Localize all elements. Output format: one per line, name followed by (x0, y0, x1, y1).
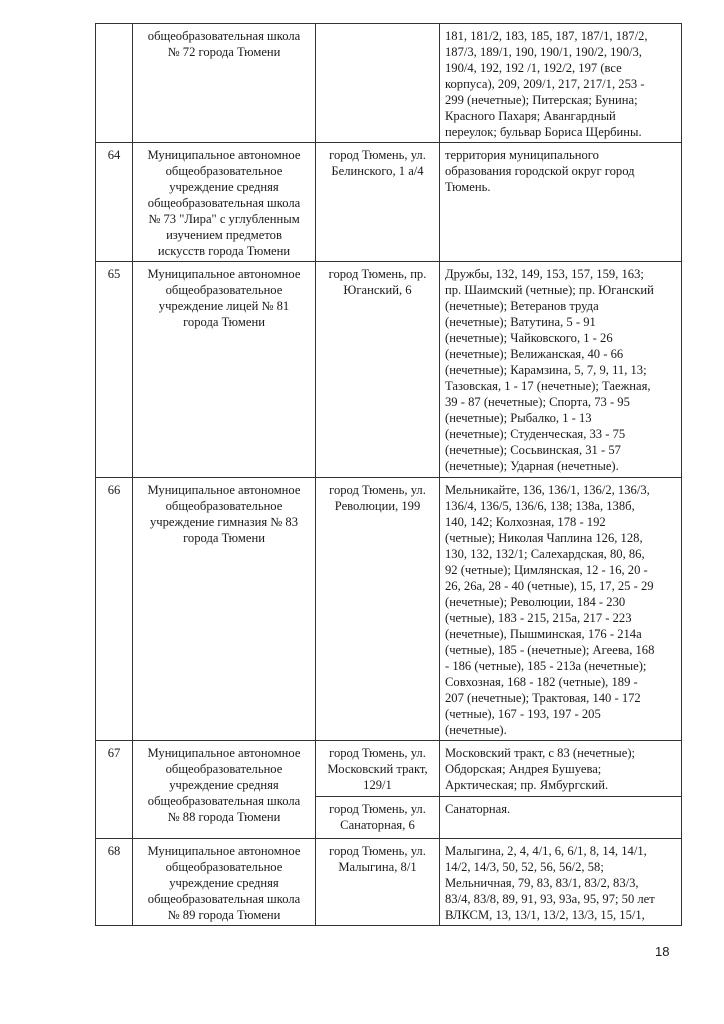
school-name-line: города Тюмени (183, 315, 265, 329)
schools-table (95, 23, 682, 926)
address-line: город Тюмень, пр. (328, 267, 427, 281)
territory-line: образования городской округ город (445, 164, 635, 178)
school-name-cell (133, 24, 316, 143)
territory-line: - 186 (четные), 185 - 213а (нечетные); (445, 659, 647, 673)
territory-line: 136/4, 136/5, 136/6, 138; 138а, 138б, (445, 499, 635, 513)
page-number: 18 (655, 944, 670, 959)
territory-line: корпуса), 209, 209/1, 217, 217/1, 253 - (445, 77, 645, 91)
school-name-line: общеобразовательное (165, 860, 283, 874)
school-name-line: № 89 города Тюмени (167, 908, 281, 922)
school-name-line: общеобразовательная школа (147, 29, 301, 43)
territory-cell (440, 797, 682, 839)
territory-line: 14/2, 14/3, 50, 52, 56, 56/2, 58; (445, 860, 604, 874)
territory-line: 140, 142; Колхозная, 178 - 192 (445, 515, 606, 529)
address-line: Белинского, 1 а/4 (331, 164, 424, 178)
address-line: город Тюмень, ул. (329, 483, 426, 497)
table-body (96, 24, 682, 926)
address-line: город Тюмень, ул. (329, 746, 426, 760)
school-name-line: общеобразовательное (165, 762, 283, 776)
territory-cell (440, 478, 682, 741)
school-name-cell (133, 262, 316, 478)
school-name-line: общеобразовательная школа (147, 794, 301, 808)
school-name-line: № 72 города Тюмени (167, 45, 281, 59)
territory-line: (четные); Николая Чаплина 126, 128, (445, 531, 643, 545)
territory-line: Совхозная, 168 - 182 (четные), 189 - (445, 675, 638, 689)
territory-line: 39 - 87 (нечетные); Спорта, 73 - 95 (445, 395, 630, 409)
territory-line: 130, 132, 132/1; Салехардская, 80, 86, (445, 547, 645, 561)
territory-line: 190/4, 192, 192 /1, 192/2, 197 (все (445, 61, 622, 75)
school-name-line: Муниципальное автономное (147, 844, 301, 858)
territory-line: Тазовская, 1 - 17 (нечетные); Таежная, (445, 379, 651, 393)
territory-line: Дружбы, 132, 149, 153, 157, 159, 163; (445, 267, 644, 281)
school-name-line: № 88 города Тюмени (167, 810, 281, 824)
school-name-line: изучением предметов (166, 228, 282, 242)
school-address-cell (316, 478, 440, 741)
address-line: город Тюмень, ул. (329, 148, 426, 162)
territory-line: Санаторная. (445, 802, 511, 816)
territory-line: (нечетные); Революции, 184 - 230 (445, 595, 626, 609)
territory-line: Арктическая; пр. Ямбургский. (445, 778, 609, 792)
row-number: 66 (96, 478, 133, 741)
row-number: 68 (96, 839, 133, 926)
territory-line: Московский тракт, с 83 (нечетные); (445, 746, 636, 760)
school-name-line: искусств города Тюмени (157, 244, 291, 258)
territory-line: (нечетные), Пышминская, 176 - 214а (445, 627, 642, 641)
territory-line: (нечетные); Чайковского, 1 - 26 (445, 331, 613, 345)
territory-line: (четные), 183 - 215, 215а, 217 - 223 (445, 611, 632, 625)
territory-cell (440, 143, 682, 262)
school-name-line: Муниципальное автономное (147, 267, 301, 281)
school-name-line: общеобразовательная школа (147, 196, 301, 210)
school-name-line: № 73 "Лира" с углубленным (148, 212, 300, 226)
school-address-cell (316, 741, 440, 797)
address-line: город Тюмень, ул. (329, 802, 426, 816)
territory-line: (нечетные); Рыбалко, 1 - 13 (445, 411, 592, 425)
territory-cell (440, 24, 682, 143)
territory-line: территория муниципального (445, 148, 599, 162)
school-name-line: учреждение средняя (169, 180, 279, 194)
school-address-cell (316, 797, 440, 839)
territory-line: 92 (четные); Цимлянская, 12 - 16, 20 - (445, 563, 648, 577)
territory-line: (нечетные); Сосьвинская, 31 - 57 (445, 443, 621, 457)
school-name-line: Муниципальное автономное (147, 746, 301, 760)
table-row (96, 478, 682, 741)
territory-line: (нечетные); Ватутина, 5 - 91 (445, 315, 596, 329)
table-row (96, 262, 682, 478)
territory-line: (нечетные); Карамзина, 5, 7, 9, 11, 13; (445, 363, 647, 377)
school-name-line: общеобразовательное (165, 499, 283, 513)
address-line: Юганский, 6 (343, 283, 412, 297)
table-row (96, 839, 682, 926)
address-line: Малыгина, 8/1 (338, 860, 417, 874)
territory-line: Красного Пахаря; Авангардный (445, 109, 616, 123)
territory-line: Обдорская; Андрея Бушуева; (445, 762, 602, 776)
school-name-cell (133, 839, 316, 926)
territory-cell (440, 741, 682, 797)
territory-line: Мельничная, 79, 83, 83/1, 83/2, 83/3, (445, 876, 639, 890)
table-row (96, 741, 682, 797)
address-line: Революции, 199 (334, 499, 421, 513)
school-name-cell (133, 478, 316, 741)
address-line: Санаторная, 6 (340, 818, 415, 832)
school-name-line: общеобразовательное (165, 164, 283, 178)
territory-line: 181, 181/2, 183, 185, 187, 187/1, 187/2, (445, 29, 648, 43)
territory-cell (440, 262, 682, 478)
territory-line: 299 (нечетные); Питерская; Бунина; (445, 93, 638, 107)
territory-line: (нечетные); Студенческая, 33 - 75 (445, 427, 626, 441)
territory-line: 83/4, 83/8, 89, 91, 93, 93а, 95, 97; 50 лет (445, 892, 655, 906)
territory-line: ВЛКСМ, 13, 13/1, 13/2, 13/3, 15, 15/1, (445, 908, 645, 922)
school-address-cell (316, 24, 440, 143)
territory-cell (440, 839, 682, 926)
school-name-line: Муниципальное автономное (147, 148, 301, 162)
territory-line: (нечетные). (445, 723, 507, 737)
row-number: 64 (96, 143, 133, 262)
school-name-line: общеобразовательная школа (147, 892, 301, 906)
school-address-cell (316, 143, 440, 262)
territory-line: переулок; бульвар Бориса Щербины. (445, 125, 642, 139)
school-name-line: города Тюмени (183, 531, 265, 545)
address-line: 129/1 (363, 778, 392, 792)
school-name-cell (133, 143, 316, 262)
school-name-line: общеобразовательное (165, 283, 283, 297)
territory-line: 207 (нечетные); Трактовая, 140 - 172 (445, 691, 641, 705)
row-number: 67 (96, 741, 133, 839)
row-number (96, 24, 133, 143)
territory-line: (нечетные); Ударная (нечетные). (445, 459, 619, 473)
school-name-line: учреждение лицей № 81 (158, 299, 290, 313)
territory-line: Малыгина, 2, 4, 4/1, 6, 6/1, 8, 14, 14/1, (445, 844, 647, 858)
territory-line: Мельникайте, 136, 136/1, 136/2, 136/3, (445, 483, 650, 497)
school-name-line: Муниципальное автономное (147, 483, 301, 497)
territory-line: (нечетные); Велижанская, 40 - 66 (445, 347, 624, 361)
school-name-cell (133, 741, 316, 839)
school-name-line: учреждение средняя (169, 876, 279, 890)
territory-line: Тюмень. (445, 180, 491, 194)
territory-line: (нечетные); Ветеранов труда (445, 299, 599, 313)
address-line: Московский тракт, (327, 762, 428, 776)
territory-line: (четные), 167 - 193, 197 - 205 (445, 707, 601, 721)
territory-line: 187/3, 189/1, 190, 190/1, 190/2, 190/3, (445, 45, 642, 59)
address-line: город Тюмень, ул. (329, 844, 426, 858)
table-row (96, 24, 682, 143)
row-number: 65 (96, 262, 133, 478)
table-row (96, 143, 682, 262)
territory-line: 26, 26а, 28 - 40 (четные), 15, 17, 25 - 29 (445, 579, 654, 593)
school-address-cell (316, 262, 440, 478)
school-name-line: учреждение средняя (169, 778, 279, 792)
school-name-line: учреждение гимназия № 83 (149, 515, 299, 529)
territory-line: (четные), 185 - (нечетные); Агеева, 168 (445, 643, 655, 657)
school-address-cell (316, 839, 440, 926)
territory-line: пр. Шаимский (четные); пр. Юганский (445, 283, 654, 297)
